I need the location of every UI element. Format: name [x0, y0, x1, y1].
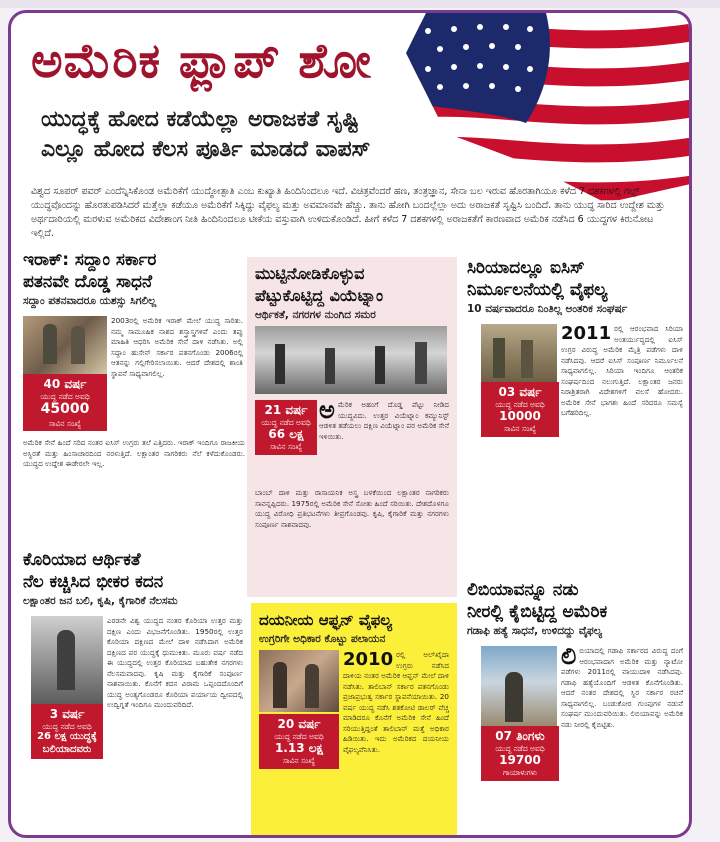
syria-heading-1: ಸಿರಿಯಾದಲ್ಲೂ ಐಸಿಸ್ [467, 258, 585, 278]
libya-body: ಬಿಯಾದಲ್ಲಿ ಗಡಾಫಿ ಸರ್ಕಾರದ ವಿರುದ್ಧ ದಂಗೆ ಆರಂಭವಾದಾಗ ಅಮೆರಿಕ ಮತ್ತು ನ್ಯಾಟೋ ಪಡೆಗಳು 2011ರಲ್ಲಿ ವಾಯುದಾಳಿ ನಡೆಸಿದವು. ಗಡಾಫಿ ಹತ್ಯೆಯೊಂದಿಗೆ ಆಡಳಿತ ಕೊನೆಗೊಂಡಿತು. ಆದರೆ ನಂತರ ದೇಶದಲ್ಲಿ ಸ್ಥಿರ ಸರ್ಕಾರ ರಚನೆ ಸಾಧ್ಯವಾಗಲಿಲ್ಲ. ಬಂಡುಕೋರ ಗುಂಪುಗಳ ನಡುವೆ ಸಂಘರ್ಷ ಮುಂದುವರಿಯಿತು. ಲಿಬಿಯಾವನ್ನು ಅಮೆರಿಕ ನಡು ನೀರಲ್ಲಿ ಕೈಬಿಟ್ಟಿತು. [561, 646, 683, 729]
vietnam-dropcap: ಅ [319, 400, 335, 424]
vietnam-photo [255, 326, 447, 394]
afghan-dropcap: 2010 [343, 650, 394, 670]
iraq-body-a: 2003ರಲ್ಲಿ ಅಮೆರಿಕ ಇರಾಕ್ ಮೇಲೆ ಯುದ್ಧ ಸಾರಿತು. ನಮ್ಮ ಸಾಮೂಹಿಕ ನಾಶದ ಶಸ್ತ್ರಾಸ್ತ್ರಗಳಿವೆ ಎಂದು ತಪ್ಪು ಮಾಹಿತಿ ಆಧರಿಸಿ ಅಮೆರಿಕ ಸೇನೆ ದಾಳಿ ನಡೆಸಿತು. ಅಲ್ಲಿ ಸದ್ದಾಂ ಹುಸೇನ್ ಸರ್ಕಾರ ಪತನಗೊಂಡು 2006ರಲ್ಲಿ ಆತನನ್ನು ಗಲ್ಲಿಗೇರಿಸಲಾಯಿತು. ಆದರೆ ದೇಶದಲ್ಲಿ ಶಾಂತಿ ಸ್ಥಾಪನೆ ಸಾಧ್ಯವಾಗಲಿಲ್ಲ. [111, 316, 243, 378]
afghan-stat-years: 20 ವರ್ಷ [277, 717, 321, 731]
us-flag-graphic [406, 13, 692, 203]
libya-stat-deaths: 19700 [499, 753, 541, 768]
subtitle-line-2: ಎಲ್ಲೂ ಹೋದ ಕೆಲಸ ಪೂರ್ತಿ ಮಾಡದೆ ವಾಪಸ್ [41, 137, 371, 162]
korea-stat-box [31, 704, 103, 759]
vietnam-body-b: ಬಾಂಬ್ ದಾಳಿ ಮತ್ತು ರಾಸಾಯನಿಕ ಅಸ್ತ್ರ ಬಳಕೆಯಿಂದ ಲಕ್ಷಾಂತರ ನಾಗರಿಕರು ಸಾವನ್ನಪ್ಪಿದರು. 1975ರಲ್ಲಿ ಅಮೆರಿಕ ಸೇನೆ ಸೋತು ಹಿಂದೆ ಸರಿಯಿತು. ದೇಶದೊಳಗೂ ಯುದ್ಧ ವಿರೋಧಿ ಪ್ರತಿಭಟನೆಗಳು ತೀವ್ರಗೊಂಡವು. ಕೃಷಿ, ಕೈಗಾರಿಕೆ ಮತ್ತು ನಗರಗಳು ಸಂಪೂರ್ಣ ನಾಶವಾದವು. [255, 488, 449, 529]
libya-subheading: ಗಡಾಫಿ ಹತ್ಯೆ ಸಾಧನೆ, ಉಳಿದದ್ದು ವೈಫಲ್ಯ [467, 625, 602, 637]
vietnam-heading-1: ಮುಟ್ಟಿನೋಡಿಕೊಳ್ಳುವ [255, 264, 365, 283]
iraq-stat-deaths-label: ಸಾವಿನ ಸಂಖ್ಯೆ [48, 418, 82, 428]
intro-paragraph: ವಿಶ್ವದ ಸೂಪರ್ ಪವರ್ ಎಂದೆನ್ನಿಸಿಕೊಂಡ ಅಮೆರಿಕೆಗೆ ಯುದ್ಧೋತ್ಪಾತಿ ಎಂಬ ಕುಖ್ಯಾತಿ ಹಿಂದಿನಿಂದಲೂ ಇದೆ. ವಿಚಿತ್ರವೆಂದರೆ ಹಣ, ತಂತ್ರಜ್ಞಾನ, ಸೇನಾ ಬಲ ಇರುವ ಹೊರತಾಗಿಯೂ ಕಳೆದ 7 ದಶಕಗಳಲ್ಲಿ ಗಲ್ಫ್ ಯುದ್ಧವೊಂದನ್ನು ಹೊರತುಪಡಿಸಿದರೆ ಮತ್ತೆಲ್ಲಾ ಕಡೆಯೂ ಅಮೆರಿಕೆಗೆ ಸಿಕ್ಕಿದ್ದು ವೈಫಲ್ಯ ಮತ್ತು ಅವಮಾನವೇ ಹೆಚ್ಚು. ತಾನು ಹೋಗಿ ಬಂದಲ್ಲೆಲ್ಲಾ ಅದು ಅರಾಜಕತೆ ಸೃಷ್ಟಿಸಿ ಬಂದಿದೆ. ತಾನು ಯುದ್ಧ ಸಾರಿದ ಉದ್ದೇಶ ಮತ್ತು ಅರ್ಥದಾರಿಯಲ್ಲಿ ಮರಳುವ ಅಮೆರಿಕದ ವಿದೇಶಾಂಗ ನೀತಿ ಹಿಂದಿನಿಂದಲೂ ಟೀಕೆಯ ವಸ್ತುವಾಗಿ ಉಳಿದುಕೊಂಡಿದೆ. ಹೀಗೆ ಕಳೆದ 7 ದಶಕಗಳಲ್ಲಿ ಅರಾಜಕತೆಗೆ ಕಾರಣವಾದ ಅಮೆರಿಕ ನಡೆಸಿದ 6 ಯುದ್ಧಗಳ ಕಿರುನೋಟ ಇಲ್ಲಿದೆ. [31, 186, 665, 239]
vietnam-stat-deaths-label: ಸಾವಿನ ಸಂಖ್ಯೆ [269, 442, 303, 452]
libya-photo [481, 646, 557, 726]
korea-body: ಎರಡನೇ ವಿಶ್ವ ಯುದ್ಧದ ನಂತರ ಕೊರಿಯಾ ಉತ್ತರ ಮತ್ತು ದಕ್ಷಿಣ ಎಂದು ವಿಭಜನೆಗೊಂಡಿತು. 1950ರಲ್ಲಿ ಉತ್ತರ ಕೊರಿಯಾ ದಕ್ಷಿಣದ ಮೇಲೆ ದಾಳಿ ನಡೆಸಿದಾಗ ಅಮೆರಿಕ ದಕ್ಷಿಣದ ಪರ ಯುದ್ಧಕ್ಕೆ ಧುಮುಕಿತು. ಮೂರು ವರ್ಷ ನಡೆದ ಈ ಯುದ್ಧದಲ್ಲಿ ಉತ್ತರ ಕೊರಿಯಾದ ಬಹುತೇಕ ನಗರಗಳು ನೆಲಸಮವಾದವು. ಕೃಷಿ ಮತ್ತು ಕೈಗಾರಿಕೆ ಸಂಪೂರ್ಣ ನಾಶವಾಯಿತು. ಕೊನೆಗೆ ಕದನ ವಿರಾಮ ಒಪ್ಪಂದದೊಂದಿಗೆ ಯುದ್ಧ ಅಂತ್ಯಗೊಂಡರೂ ಕೊರಿಯಾ ಪರ್ಯಾಯ ದ್ವೀಪದಲ್ಲಿ ಉದ್ವಿಗ್ನತೆ ಇಂದಿಗೂ ಮುಂದುವರಿದಿದೆ. [107, 616, 243, 709]
syria-heading-2: ನಿರ್ಮೂಲನೆಯಲ್ಲಿ ವೈಫಲ್ಯ [467, 280, 608, 300]
afghan-heading: ದಯನೀಯ ಆಫ್ಘನ್ ವೈಫಲ್ಯ [259, 611, 393, 629]
libya-stat-years-label: ಯುದ್ಧ ನಡೆದ ಅವಧಿ [495, 744, 545, 753]
iraq-subheading: ಸದ್ದಾಂ ಪತನವಾದರೂ ಯಶಸ್ಸು ಸಿಗಲಿಲ್ಲ [23, 295, 157, 307]
vietnam-stat-years: 21 ವರ್ಷ [264, 403, 308, 417]
syria-stat-deaths-label: ಸಾವಿನ ಸಂಖ್ಯೆ [503, 424, 537, 434]
syria-subheading: 10 ವರ್ಷವಾದರೂ ನಿಂತಿಲ್ಲ ಅಂತರಿಕ ಸಂಘರ್ಷ [467, 303, 628, 315]
iraq-stat-deaths: 45000 [40, 401, 90, 418]
syria-stat-box [481, 382, 559, 437]
syria-stat-years: 03 ವರ್ಷ [498, 385, 542, 399]
afghan-stat-years-label: ಯುದ್ಧ ನಡೆದ ಅವಧಿ [274, 732, 324, 741]
vietnam-body-a: ಮೆರಿಕ ಅಹಂಗೆ ದೊಡ್ಡ ಪೆಟ್ಟು ನೀಡಿದ ಯುದ್ಧವಿದು. ಉತ್ತರ ವಿಯೆಟ್ನಾಂ ಕಮ್ಯುನಿಸ್ಟ್ ಆಡಳಿತ ತಡೆಯಲು ದಕ್ಷಿಣ ವಿಯೆಟ್ನಾಂ ಪರ ಅಮೆರಿಕ ಸೇನೆ ಇಳಿಯಿತು. [319, 400, 449, 441]
subtitle-line-1: ಯುದ್ಧಕ್ಕೆ ಹೋದ ಕಡೆಯೆಲ್ಲಾ ಅರಾಜಕತೆ ಸೃಷ್ಟಿ [41, 107, 359, 132]
iraq-photo [23, 316, 107, 374]
korea-heading-2: ನೆಲ ಕಚ್ಚಿಸಿದ ಭೀಕರ ಕದನ [23, 572, 164, 592]
iraq-stat-years: 40 ವರ್ಷ [43, 377, 87, 391]
korea-stat-years-label: ಯುದ್ಧ ನಡೆದ ಅವಧಿ [42, 722, 92, 731]
article-frame [8, 10, 692, 838]
libya-heading-2: ನೀರಲ್ಲಿ ಕೈಬಿಟ್ಟಿದ್ದ ಅಮೆರಿಕ [467, 602, 608, 622]
syria-stat-deaths: 10000 [499, 409, 541, 424]
syria-photo [481, 324, 557, 382]
section-afghan [251, 607, 457, 822]
afghan-stat-deaths-label: ಸಾವಿನ ಸಂಖ್ಯೆ [282, 756, 316, 766]
iraq-stat-years-label: ಯುದ್ಧ ನಡೆದ ಅವಧಿ [40, 392, 90, 401]
section-libya [467, 579, 685, 838]
afghan-subheading: ಉಗ್ರರಿಗೇ ಅಧಿಕಾರ ಕೊಟ್ಟು ಪಲಾಯನ [259, 633, 386, 645]
vietnam-stat-years-label: ಯುದ್ಧ ನಡೆದ ಅವಧಿ [261, 418, 311, 427]
vietnam-subheading: ಆರ್ಥಿಕತೆ, ನಗರಗಳ ನುಂಗಿದ ಸಮರ [255, 309, 376, 321]
section-syria [467, 257, 685, 546]
vietnam-heading-2: ಪೆಟ್ಟುಕೊಟ್ಟಿದ್ದ ವಿಯೆಟ್ನಾಂ [255, 286, 384, 305]
korea-photo [31, 616, 103, 704]
section-vietnam [247, 257, 457, 584]
libya-stat-deaths-label: ಗಾಯಾಳುಗಳು [502, 768, 538, 778]
iraq-heading-1: ಇರಾಕ್: ಸದ್ದಾಂ ಸರ್ಕಾರ [23, 250, 157, 270]
afghan-stat-box [259, 714, 339, 769]
top-strip [0, 0, 720, 8]
korea-heading-1: ಕೊರಿಯಾದ ಆರ್ಥಿಕತೆ [23, 550, 141, 570]
page-subtitle [41, 105, 370, 165]
afghan-stat-deaths: 1.13 ಲಕ್ಷ [274, 741, 324, 756]
syria-body: ರಲ್ಲಿ ಆರಂಭವಾದ ಸಿರಿಯಾ ಅಂತರ್ಯುದ್ಧದಲ್ಲಿ ಐಸಿಸ್ ಉಗ್ರರ ವಿರುದ್ಧ ಅಮೆರಿಕ ಮೈತ್ರಿ ಪಡೆಗಳು ದಾಳಿ ನಡೆಸಿದವು. ಆದರೆ ಐಸಿಸ್ ಸಂಪೂರ್ಣ ನಿರ್ಮೂಲನೆ ಸಾಧ್ಯವಾಗಲಿಲ್ಲ. ಸಿರಿಯಾ ಇಂದಿಗೂ ಆಂತರಿಕ ಸಂಘರ್ಷದಿಂದ ನಲುಗುತ್ತಿದೆ. ಲಕ್ಷಾಂತರ ಜನರು ನಿರಾಶ್ರಿತರಾಗಿ ವಿದೇಶಗಳಿಗೆ ವಲಸೆ ಹೋದರು. ಅಮೆರಿಕ ಸೇನೆ ಭಾಗಶಃ ಹಿಂದೆ ಸರಿದರೂ ಸಮಸ್ಯೆ ಬಗೆಹರಿದಿಲ್ಲ. [561, 324, 683, 417]
syria-dropcap: 2011 [561, 324, 612, 344]
korea-stat-years: 3 ವರ್ಷ [49, 707, 85, 721]
afghan-photo [259, 650, 339, 712]
iraq-heading-2: ಪತನವೇ ದೊಡ್ಡ ಸಾಧನೆ [23, 272, 153, 292]
syria-stat-years-label: ಯುದ್ಧ ನಡೆದ ಅವಧಿ [495, 400, 545, 409]
afghan-body: ರಲ್ಲಿ ಅಲ್‌ಖೈದಾ ಉಗ್ರರು ನಡೆಸಿದ ದಾಳಿಯ ನಂತರ ಅಮೆರಿಕ ಆಫ್ಘನ್ ಮೇಲೆ ದಾಳಿ ನಡೆಸಿತು. ತಾಲಿಬಾನ್ ಸರ್ಕಾರ ಪತನಗೊಂಡು ಪ್ರಜಾಪ್ರಭುತ್ವ ಸರ್ಕಾರ ಸ್ಥಾಪನೆಯಾಯಿತು. 20 ವರ್ಷ ಯುದ್ಧ ನಡೆಸಿ ಶತಕೋಟಿ ಡಾಲರ್ ವೆಚ್ಚ ಮಾಡಿದರೂ ಕೊನೆಗೆ ಅಮೆರಿಕ ಸೇನೆ ಹಿಂದೆ ಸರಿಯುತ್ತಿದ್ದಂತೆ ತಾಲಿಬಾನ್ ಮತ್ತೆ ಅಧಿಕಾರ ಹಿಡಿಯಿತು. ಇದು ಅಮೆರಿಕದ ದಯನೀಯ ವೈಫಲ್ಯವೆನಿಸಿತು. [343, 650, 449, 754]
vietnam-stat-box [255, 400, 317, 455]
libya-heading-1: ಲಿಬಿಯಾವನ್ನೂ ನಡು [467, 580, 579, 600]
vietnam-stat-deaths: 66 ಲಕ್ಷ [268, 427, 304, 442]
korea-subheading: ಲಕ್ಷಾಂತರ ಜನ ಬಲಿ, ಕೃಷಿ, ಕೈಗಾರಿಕೆ ನೆಲಸಮ [23, 595, 178, 607]
section-korea [23, 549, 245, 832]
libya-stat-years: 07 ತಿಂಗಳು [495, 729, 545, 743]
libya-stat-box [481, 726, 559, 781]
iraq-body-b: ಅಮೆರಿಕ ಸೇನೆ ಹಿಂದೆ ಸರಿದ ನಂತರ ಐಸಿಸ್ ಉಗ್ರರು ತಲೆ ಎತ್ತಿದರು. ಇರಾಕ್ ಇಂದಿಗೂ ರಾಜಕೀಯ ಅಸ್ಥಿರತೆ ಮತ್ತು ಹಿಂಸಾಚಾರದಿಂದ ನರಳುತ್ತಿದೆ. ಲಕ್ಷಾಂತರ ನಾಗರಿಕರು ನೆಲೆ ಕಳೆದುಕೊಂಡರು. ಯುದ್ಧದ ಉದ್ದೇಶ ಈಡೇರಲೇ ಇಲ್ಲ. [23, 438, 245, 468]
iraq-stat-box [23, 374, 107, 431]
korea-stat-deaths: 26 ಲಕ್ಷ ಯುದ್ಧಕ್ಕೆ ಬಲಿಯಾದವರು [37, 731, 97, 755]
page-title: ಅಮೆರಿಕ ಫ್ಲಾಪ್ ಶೋ [31, 33, 372, 89]
libya-dropcap: ಲಿ [561, 646, 577, 670]
section-iraq [23, 249, 245, 514]
